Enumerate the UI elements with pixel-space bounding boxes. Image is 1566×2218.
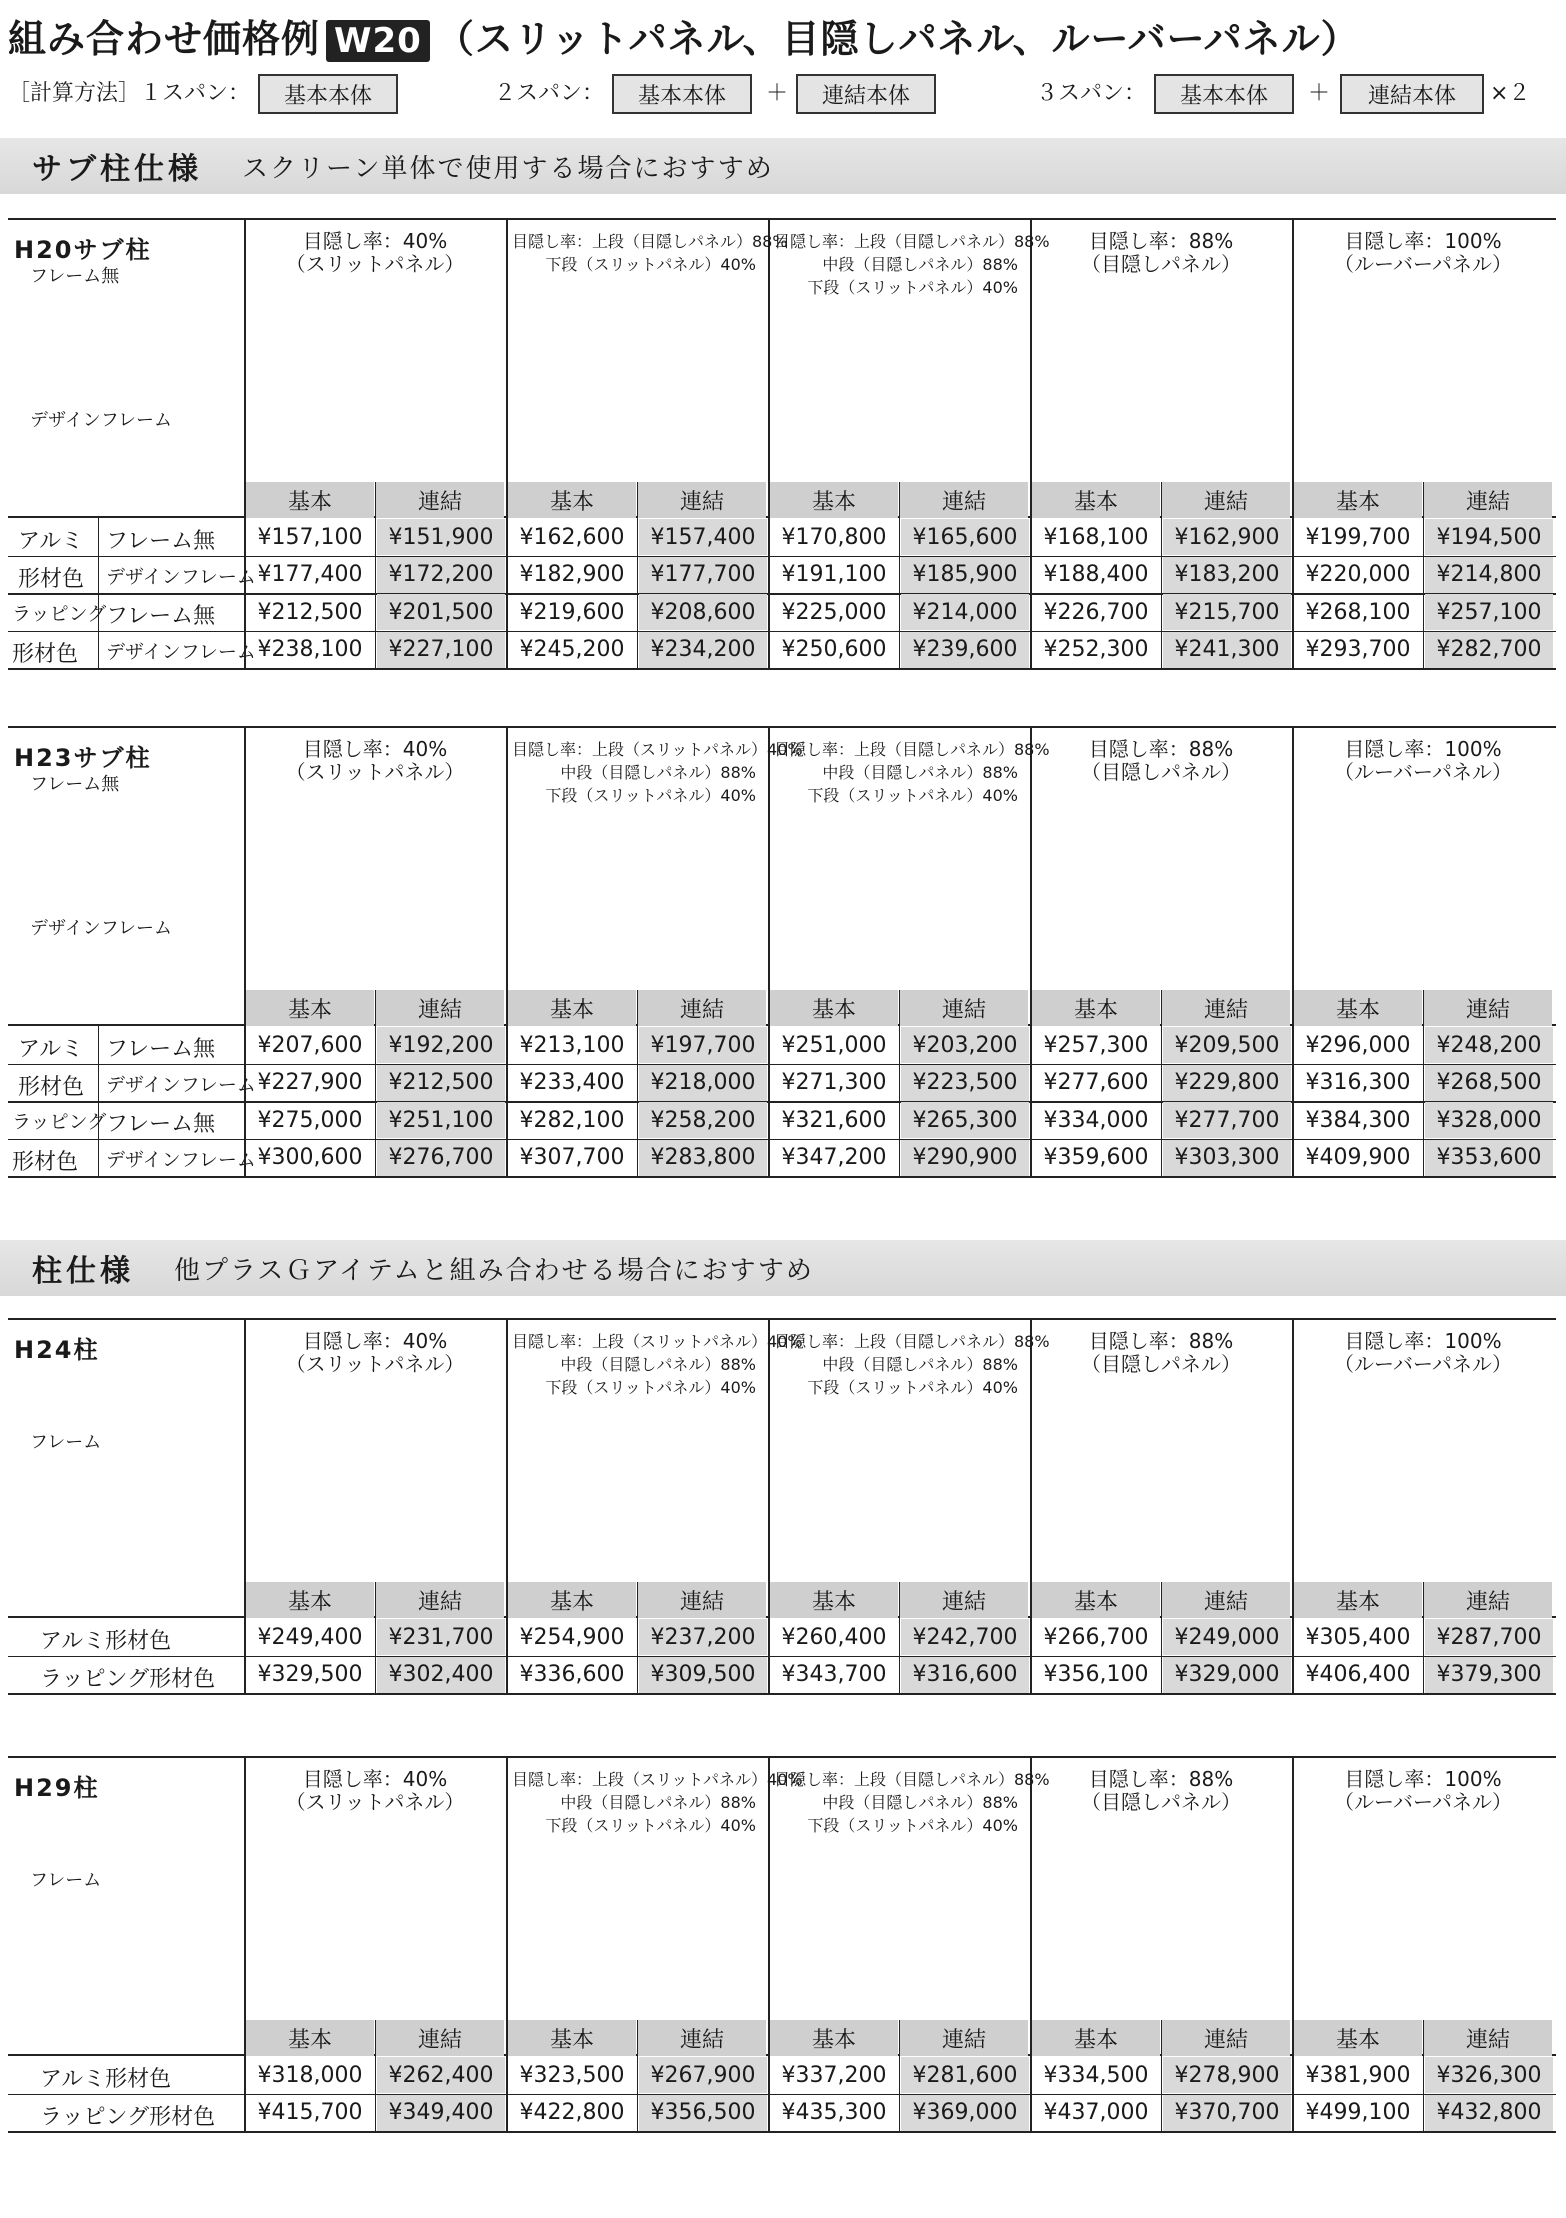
price-cell: ¥422,800: [519, 2100, 625, 2125]
group-rule: [98, 1026, 99, 1176]
calc-times: ×２: [1490, 81, 1531, 106]
calc-span3-kihon: 基本本体: [1154, 74, 1294, 114]
column-rule: [899, 482, 900, 668]
thumb-label: デザインフレーム: [30, 918, 173, 939]
column-rule: [375, 990, 376, 1176]
price-cell: ¥214,000: [901, 594, 1029, 630]
calc-span3-renketsu: 連結本体: [1340, 74, 1484, 114]
column-rule: [375, 1582, 376, 1693]
table-bottom-rule: [8, 1693, 1556, 1695]
price-cell: ¥249,400: [257, 1624, 363, 1650]
price-cell: ¥234,200: [639, 632, 767, 668]
table-top-rule: [8, 1318, 1556, 1320]
price-cell: ¥251,100: [377, 1102, 505, 1138]
col-header-renketsu: 連結: [638, 1582, 766, 1618]
price-cell: ¥209,500: [1163, 1027, 1291, 1063]
col-header-kihon: 基本: [1294, 990, 1422, 1026]
price-cell: ¥300,600: [257, 1145, 363, 1170]
col-header-kihon: 基本: [1032, 2020, 1160, 2056]
price-cell: ¥177,400: [257, 562, 363, 587]
price-cell: ¥328,000: [1425, 1102, 1553, 1138]
col-header-kihon: 基本: [1294, 1582, 1422, 1618]
col-header-renketsu: 連結: [376, 482, 504, 518]
price-cell: ¥213,100: [519, 1032, 625, 1058]
group-label: ラッピング: [12, 1111, 107, 1133]
row-label: フレーム無: [106, 529, 216, 554]
col-header-renketsu: 連結: [638, 482, 766, 518]
col-header-kihon: 基本: [770, 990, 898, 1026]
price-cell: ¥321,600: [781, 1107, 887, 1133]
price-cell: ¥162,600: [519, 524, 625, 550]
block-name: H20サブ柱: [14, 236, 152, 264]
section-bar-sub-post: [0, 138, 1566, 194]
price-cell: ¥168,100: [1043, 524, 1149, 550]
price-cell: ¥435,300: [781, 2100, 887, 2125]
price-cell: ¥282,700: [1425, 632, 1553, 668]
thumb-label: フレーム無: [30, 774, 120, 795]
price-cell: ¥207,600: [257, 1032, 363, 1058]
price-cell: ¥162,900: [1163, 519, 1291, 555]
col-header-renketsu: 連結: [1424, 2020, 1552, 2056]
price-cell: ¥203,200: [901, 1027, 1029, 1063]
calc-plus: ＋: [1308, 81, 1331, 106]
price-cell: ¥406,400: [1305, 1662, 1411, 1687]
price-cell: ¥199,700: [1305, 524, 1411, 550]
price-cell: ¥262,400: [377, 2057, 505, 2093]
price-cell: ¥170,800: [781, 524, 887, 550]
column-rule: [506, 1756, 508, 2056]
price-cell: ¥260,400: [781, 1624, 887, 1650]
price-cell: ¥182,900: [519, 562, 625, 587]
column-header: 目隠し率：100% （ルーバーパネル）: [1334, 229, 1512, 276]
row-label: デザインフレーム: [106, 1148, 256, 1171]
column-header: 目隠し率：40% （スリットパネル）: [285, 1329, 465, 1376]
price-cell: ¥323,500: [519, 2062, 625, 2088]
price-cell: ¥282,100: [519, 1107, 625, 1133]
col-header-kihon: 基本: [1294, 2020, 1422, 2056]
price-cell: ¥183,200: [1163, 557, 1291, 593]
column-rule: [768, 482, 770, 668]
price-cell: ¥334,000: [1043, 1107, 1149, 1133]
price-cell: ¥220,000: [1305, 562, 1411, 587]
column-rule: [244, 482, 246, 668]
col-header-kihon: 基本: [770, 2020, 898, 2056]
col-header-renketsu: 連結: [1162, 990, 1290, 1026]
col-header-renketsu: 連結: [376, 1582, 504, 1618]
price-cell: ¥281,600: [901, 2057, 1029, 2093]
table-bottom-rule: [8, 668, 1556, 670]
price-cell: ¥329,500: [257, 1662, 363, 1687]
price-cell: ¥237,200: [639, 1619, 767, 1655]
column-rule: [1423, 1582, 1424, 1693]
column-rule: [1161, 990, 1162, 1176]
price-cell: ¥229,800: [1163, 1065, 1291, 1101]
column-rule: [244, 2020, 246, 2131]
col-header-renketsu: 連結: [1162, 2020, 1290, 2056]
calc-span2-kihon: 基本本体: [612, 74, 752, 114]
row-label: アルミ形材色: [40, 2067, 172, 2092]
col-header-kihon: 基本: [246, 1582, 374, 1618]
price-cell: ¥337,200: [781, 2062, 887, 2088]
price-cell: ¥242,700: [901, 1619, 1029, 1655]
price-cell: ¥212,500: [257, 599, 363, 625]
col-header-kihon: 基本: [1032, 1582, 1160, 1618]
column-header: 目隠し率：40% （スリットパネル）: [285, 229, 465, 276]
column-rule: [506, 1582, 508, 1693]
row-label: フレーム無: [106, 1037, 216, 1062]
price-cell: ¥277,700: [1163, 1102, 1291, 1138]
calc-span3-label: ３スパン：: [1036, 81, 1147, 106]
price-cell: ¥283,800: [639, 1140, 767, 1176]
price-cell: ¥214,800: [1425, 557, 1553, 593]
column-rule: [637, 1582, 638, 1693]
price-cell: ¥336,600: [519, 1662, 625, 1687]
col-header-renketsu: 連結: [900, 1582, 1028, 1618]
column-rule: [637, 482, 638, 668]
page-title: [8, 8, 1360, 63]
block-name: H24柱: [14, 1336, 100, 1364]
row-label: ラッピング形材色: [40, 1666, 216, 1692]
table-bottom-rule: [8, 2131, 1556, 2133]
row-label: アルミ形材色: [40, 1629, 172, 1654]
title-suffix: （スリットパネル、目隠しパネル、ルーバーパネル）: [435, 17, 1360, 61]
price-cell: ¥151,900: [377, 519, 505, 555]
column-rule: [768, 990, 770, 1176]
group-rule: [98, 518, 99, 668]
column-rule: [506, 482, 508, 668]
row-label: フレーム無: [106, 604, 216, 629]
group-label: 形材色: [12, 1149, 79, 1175]
group-label: 形材色: [18, 1074, 85, 1100]
row-label: デザインフレーム: [106, 565, 256, 588]
calc-span1-kihon: 基本本体: [258, 74, 398, 114]
column-rule: [375, 2020, 376, 2131]
column-header: 目隠し率：88% （目隠しパネル）: [1081, 229, 1241, 276]
col-header-kihon: 基本: [770, 1582, 898, 1618]
price-cell: ¥499,100: [1305, 2100, 1411, 2125]
price-cell: ¥326,300: [1425, 2057, 1553, 2093]
table-bottom-rule: [8, 1176, 1556, 1178]
price-cell: ¥238,100: [257, 637, 363, 662]
column-header: 目隠し率：100% （ルーバーパネル）: [1334, 1767, 1512, 1814]
col-header-kihon: 基本: [508, 1582, 636, 1618]
price-cell: ¥329,000: [1163, 1657, 1291, 1693]
block-name: H23サブ柱: [14, 744, 152, 772]
table-top-rule: [8, 1756, 1556, 1758]
col-header-renketsu: 連結: [1424, 990, 1552, 1026]
group-label: アルミ: [18, 1037, 84, 1062]
price-cell: ¥233,400: [519, 1070, 625, 1095]
section-heading: 柱仕様: [32, 1254, 134, 1289]
price-cell: ¥305,400: [1305, 1624, 1411, 1650]
price-cell: ¥307,700: [519, 1145, 625, 1170]
calc-label: ［計算方法］１スパン：: [8, 81, 251, 106]
section-heading: サブ柱仕様: [32, 152, 202, 187]
width-badge: W20: [326, 20, 430, 62]
column-rule: [1030, 482, 1032, 668]
price-cell: ¥157,400: [639, 519, 767, 555]
column-header: 目隠し率：上段（目隠しパネル）88% 中段（目隠しパネル）88% 下段（スリットパネル）40%: [774, 1770, 1050, 1835]
column-rule: [768, 2020, 770, 2131]
col-header-renketsu: 連結: [900, 990, 1028, 1026]
section-subheading: スクリーン単体で使用する場合におすすめ: [242, 153, 774, 184]
price-cell: ¥231,700: [377, 1619, 505, 1655]
price-cell: ¥188,400: [1043, 562, 1149, 587]
price-cell: ¥227,100: [377, 632, 505, 668]
column-header: 目隠し率：88% （目隠しパネル）: [1081, 737, 1241, 784]
column-rule: [1292, 2020, 1294, 2131]
price-cell: ¥268,500: [1425, 1065, 1553, 1101]
price-cell: ¥254,900: [519, 1624, 625, 1650]
column-rule: [1161, 482, 1162, 668]
price-cell: ¥201,500: [377, 594, 505, 630]
price-cell: ¥343,700: [781, 1662, 887, 1687]
row-label: デザインフレーム: [106, 1073, 256, 1096]
price-cell: ¥275,000: [257, 1107, 363, 1133]
column-header: 目隠し率：88% （目隠しパネル）: [1081, 1767, 1241, 1814]
price-cell: ¥252,300: [1043, 637, 1149, 662]
column-rule: [768, 1318, 770, 1618]
col-header-kihon: 基本: [508, 990, 636, 1026]
price-cell: ¥369,000: [901, 2095, 1029, 2131]
price-cell: ¥241,300: [1163, 632, 1291, 668]
price-cell: ¥290,900: [901, 1140, 1029, 1176]
row-label: デザインフレーム: [106, 640, 256, 663]
column-rule: [768, 218, 770, 518]
price-cell: ¥191,100: [781, 562, 887, 587]
price-cell: ¥185,900: [901, 557, 1029, 593]
price-cell: ¥303,300: [1163, 1140, 1291, 1176]
column-rule: [1030, 990, 1032, 1176]
col-header-renketsu: 連結: [638, 990, 766, 1026]
price-cell: ¥370,700: [1163, 2095, 1291, 2131]
column-rule: [1423, 990, 1424, 1176]
column-rule: [1161, 1582, 1162, 1693]
column-header: 目隠し率：40% （スリットパネル）: [285, 737, 465, 784]
price-cell: ¥267,900: [639, 2057, 767, 2093]
column-header: 目隠し率：40% （スリットパネル）: [285, 1767, 465, 1814]
col-header-kihon: 基本: [246, 482, 374, 518]
price-cell: ¥227,900: [257, 1070, 363, 1095]
col-header-renketsu: 連結: [1424, 1582, 1552, 1618]
column-header: 目隠し率：上段（スリットパネル）40% 中段（目隠しパネル）88% 下段（スリットパネル）40%: [512, 1770, 803, 1835]
col-header-kihon: 基本: [1294, 482, 1422, 518]
price-cell: ¥212,500: [377, 1065, 505, 1101]
column-rule: [244, 990, 246, 1176]
col-header-renketsu: 連結: [900, 2020, 1028, 2056]
column-rule: [1292, 1582, 1294, 1693]
thumb-label: フレーム無: [30, 266, 120, 287]
price-cell: ¥257,300: [1043, 1032, 1149, 1058]
price-cell: ¥215,700: [1163, 594, 1291, 630]
calc-span2-label: ２スパン：: [494, 81, 605, 106]
price-cell: ¥249,000: [1163, 1619, 1291, 1655]
price-cell: ¥266,700: [1043, 1624, 1149, 1650]
price-cell: ¥278,900: [1163, 2057, 1291, 2093]
group-label: アルミ: [18, 529, 84, 554]
price-cell: ¥223,500: [901, 1065, 1029, 1101]
col-header-kihon: 基本: [508, 2020, 636, 2056]
price-cell: ¥318,000: [257, 2062, 363, 2088]
price-cell: ¥250,600: [781, 637, 887, 662]
col-header-kihon: 基本: [1032, 482, 1160, 518]
price-cell: ¥302,400: [377, 1657, 505, 1693]
column-header: 目隠し率：上段（目隠しパネル）88% 中段（目隠しパネル）88% 下段（スリットパネル）40%: [774, 1332, 1050, 1397]
price-cell: ¥218,000: [639, 1065, 767, 1101]
col-header-kihon: 基本: [508, 482, 636, 518]
column-header: 目隠し率：88% （目隠しパネル）: [1081, 1329, 1241, 1376]
col-header-kihon: 基本: [246, 990, 374, 1026]
price-cell: ¥268,100: [1305, 599, 1411, 625]
row-label: ラッピング形材色: [40, 2104, 216, 2130]
col-header-renketsu: 連結: [638, 2020, 766, 2056]
col-header-renketsu: 連結: [1162, 482, 1290, 518]
price-cell: ¥432,800: [1425, 2095, 1553, 2131]
price-cell: ¥265,300: [901, 1102, 1029, 1138]
price-cell: ¥356,100: [1043, 1662, 1149, 1687]
thumb-label: フレーム: [30, 1870, 102, 1891]
column-header: 目隠し率：上段（スリットパネル）40% 中段（目隠しパネル）88% 下段（スリットパネル）40%: [512, 740, 803, 805]
price-cell: ¥384,300: [1305, 1107, 1411, 1133]
column-rule: [899, 1582, 900, 1693]
column-rule: [1161, 2020, 1162, 2131]
price-cell: ¥353,600: [1425, 1140, 1553, 1176]
price-cell: ¥409,900: [1305, 1145, 1411, 1170]
price-cell: ¥349,400: [377, 2095, 505, 2131]
column-rule: [506, 726, 508, 1026]
price-cell: ¥219,600: [519, 599, 625, 625]
thumb-label: フレーム: [30, 1432, 102, 1453]
price-cell: ¥379,300: [1425, 1657, 1553, 1693]
col-header-renketsu: 連結: [1162, 1582, 1290, 1618]
title-prefix: 組み合わせ価格例: [8, 17, 321, 61]
thumb-label: デザインフレーム: [30, 410, 173, 431]
price-cell: ¥177,700: [639, 557, 767, 593]
price-cell: ¥276,700: [377, 1140, 505, 1176]
column-rule: [1292, 990, 1294, 1176]
col-header-kihon: 基本: [770, 482, 898, 518]
price-cell: ¥192,200: [377, 1027, 505, 1063]
price-cell: ¥293,700: [1305, 637, 1411, 662]
column-rule: [899, 2020, 900, 2131]
column-rule: [244, 1582, 246, 1693]
table-top-rule: [8, 218, 1556, 220]
price-cell: ¥251,000: [781, 1032, 887, 1058]
price-cell: ¥296,000: [1305, 1032, 1411, 1058]
price-cell: ¥157,100: [257, 524, 363, 550]
column-header: 目隠し率：上段（スリットパネル）40% 中段（目隠しパネル）88% 下段（スリットパネル）40%: [512, 1332, 803, 1397]
column-rule: [506, 990, 508, 1176]
price-cell: ¥316,600: [901, 1657, 1029, 1693]
column-rule: [506, 1318, 508, 1618]
price-cell: ¥194,500: [1425, 519, 1553, 555]
price-cell: ¥381,900: [1305, 2062, 1411, 2088]
table-top-rule: [8, 726, 1556, 728]
col-header-renketsu: 連結: [376, 990, 504, 1026]
column-rule: [768, 726, 770, 1026]
price-cell: ¥226,700: [1043, 599, 1149, 625]
price-cell: ¥208,600: [639, 594, 767, 630]
column-header: 目隠し率：100% （ルーバーパネル）: [1334, 1329, 1512, 1376]
col-header-renketsu: 連結: [376, 2020, 504, 2056]
column-rule: [1423, 482, 1424, 668]
column-rule: [899, 990, 900, 1176]
price-cell: ¥277,600: [1043, 1070, 1149, 1095]
group-label: 形材色: [18, 566, 85, 592]
column-header: 目隠し率：100% （ルーバーパネル）: [1334, 737, 1512, 784]
calc-span2-renketsu: 連結本体: [796, 74, 936, 114]
price-cell: ¥347,200: [781, 1145, 887, 1170]
column-rule: [637, 2020, 638, 2131]
column-rule: [1030, 1582, 1032, 1693]
column-rule: [637, 990, 638, 1176]
section-subheading: 他プラスＧアイテムと組み合わせる場合におすすめ: [174, 1255, 814, 1286]
column-header: 目隠し率：上段（目隠しパネル）88% 下段（スリットパネル）40%: [512, 232, 788, 274]
col-header-kihon: 基本: [246, 2020, 374, 2056]
price-cell: ¥356,500: [639, 2095, 767, 2131]
column-rule: [768, 1756, 770, 2056]
price-cell: ¥257,100: [1425, 594, 1553, 630]
row-label: フレーム無: [106, 1112, 216, 1137]
column-rule: [375, 482, 376, 668]
price-cell: ¥415,700: [257, 2100, 363, 2125]
price-cell: ¥258,200: [639, 1102, 767, 1138]
price-cell: ¥248,200: [1425, 1027, 1553, 1063]
col-header-renketsu: 連結: [900, 482, 1028, 518]
group-label: ラッピング: [12, 603, 107, 625]
column-rule: [506, 2020, 508, 2131]
column-rule: [506, 218, 508, 518]
group-label: 形材色: [12, 641, 79, 667]
column-rule: [1292, 482, 1294, 668]
col-header-renketsu: 連結: [1424, 482, 1552, 518]
price-cell: ¥245,200: [519, 637, 625, 662]
price-cell: ¥239,600: [901, 632, 1029, 668]
price-cell: ¥309,500: [639, 1657, 767, 1693]
section-bar-post: [0, 1240, 1566, 1296]
calc-plus: ＋: [766, 81, 789, 106]
col-header-kihon: 基本: [1032, 990, 1160, 1026]
price-cell: ¥225,000: [781, 599, 887, 625]
column-rule: [1423, 2020, 1424, 2131]
price-cell: ¥437,000: [1043, 2100, 1149, 2125]
column-rule: [1030, 2020, 1032, 2131]
column-header: 目隠し率：上段（目隠しパネル）88% 中段（目隠しパネル）88% 下段（スリットパネル）40%: [774, 232, 1050, 297]
price-cell: ¥287,700: [1425, 1619, 1553, 1655]
price-cell: ¥172,200: [377, 557, 505, 593]
price-cell: ¥359,600: [1043, 1145, 1149, 1170]
price-cell: ¥316,300: [1305, 1070, 1411, 1095]
column-header: 目隠し率：上段（目隠しパネル）88% 中段（目隠しパネル）88% 下段（スリットパネル）40%: [774, 740, 1050, 805]
price-cell: ¥334,500: [1043, 2062, 1149, 2088]
price-cell: ¥165,600: [901, 519, 1029, 555]
column-rule: [768, 1582, 770, 1693]
block-name: H29柱: [14, 1774, 100, 1802]
price-cell: ¥197,700: [639, 1027, 767, 1063]
price-cell: ¥271,300: [781, 1070, 887, 1095]
